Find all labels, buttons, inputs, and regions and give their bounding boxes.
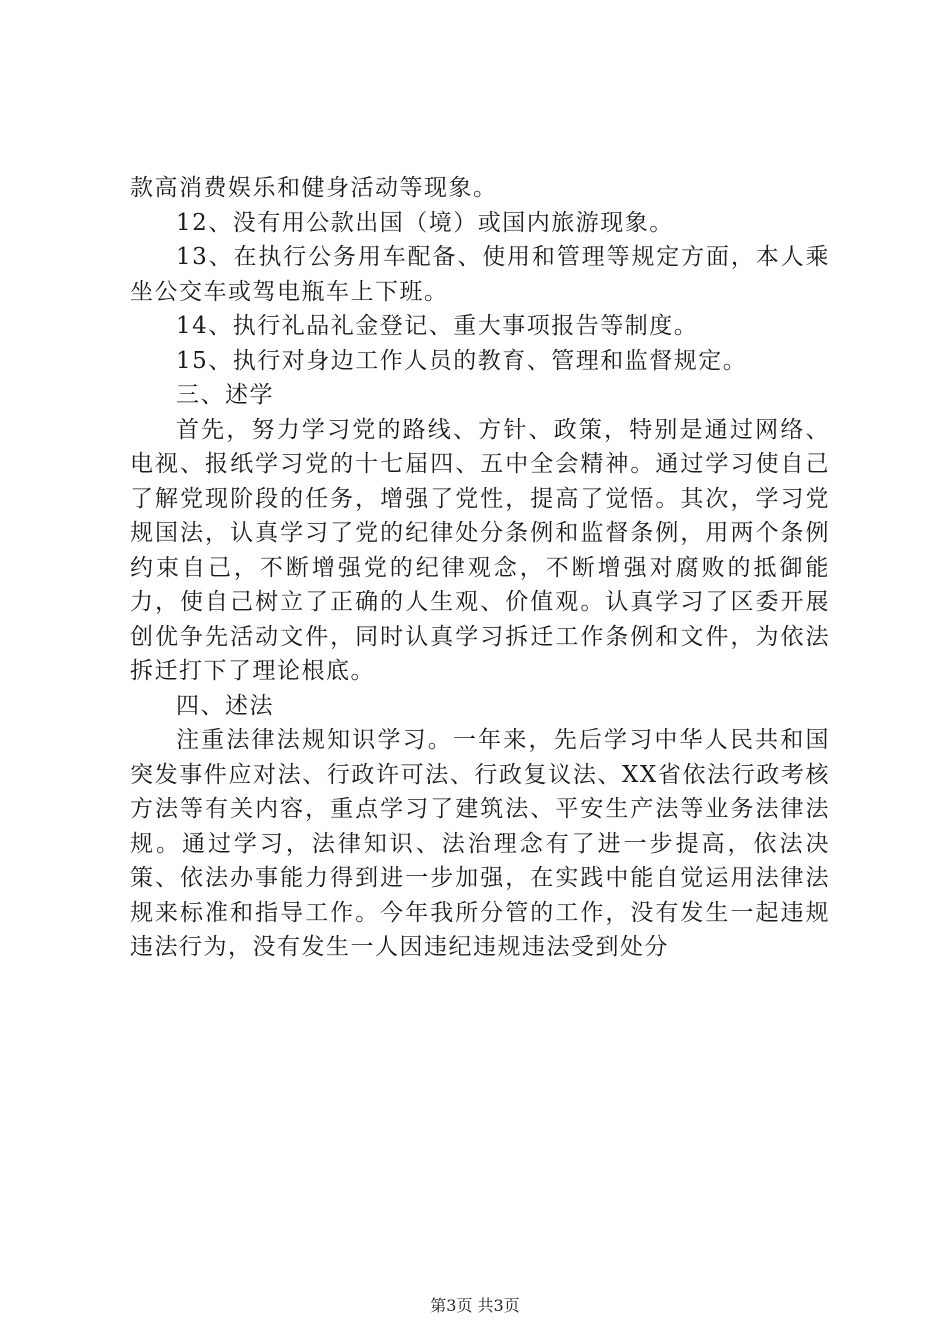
section-heading-law: 四、述法 <box>176 692 274 719</box>
document-body <box>130 171 830 965</box>
paragraph-item-13: 13、在执行公务用车配备、使用和管理等规定方面，本人乘坐公交车或驾电瓶车上下班。 <box>130 244 830 305</box>
paragraph-study-body: 首先，努力学习党的路线、方针、政策，特别是通过网络、电视、报纸学习党的十七届四、五中全会精神。通过学习使自己了解党现阶段的任务，增强了党性，提高了觉悟。其次，学习党规国法，认真学习了党的纪律处分条例和监督条例，用两个条例约束自己，不断增强党的纪律观念，不断增强对腐败的抵御能力，使自己树立了正确的人生观、价值观。认真学习了区委开展创优争先活动文件，同时认真学习拆迁工作条例和文件，为依法拆迁打下了理论根底。 <box>130 416 830 684</box>
section-heading-study: 三、述学 <box>176 382 274 408</box>
page-number-footer: 第3页 共3页 <box>430 1296 520 1315</box>
paragraph-item-14: 14、执行礼品礼金登记、重大事项报告等制度。 <box>176 313 699 339</box>
paragraph-item-15: 15、执行对身边工作人员的教育、管理和监督规定。 <box>176 347 748 374</box>
paragraph-continuation: 款高消费娱乐和健身活动等现象。 <box>130 175 498 201</box>
paragraph-law-body: 注重法律法规知识学习。一年来，先后学习中华人民共和国突发事件应对法、行政许可法、行政复议法、XX省依法行政考核方法等有关内容，重点学习了建筑法、平安生产法等业务法律法规。通过学习，法律知识、法治理念有了进一步提高，依法决策、依法办事能力得到进一步加强，在实践中能自觉运用法律法规来标准和指导工作。今年我所分管的工作，没有发生一起违规违法行为，没有发生一人因违纪违规违法受到处分 <box>130 727 830 960</box>
paragraph-item-12: 12、没有用公款出国（境）或国内旅游现象。 <box>176 209 674 236</box>
